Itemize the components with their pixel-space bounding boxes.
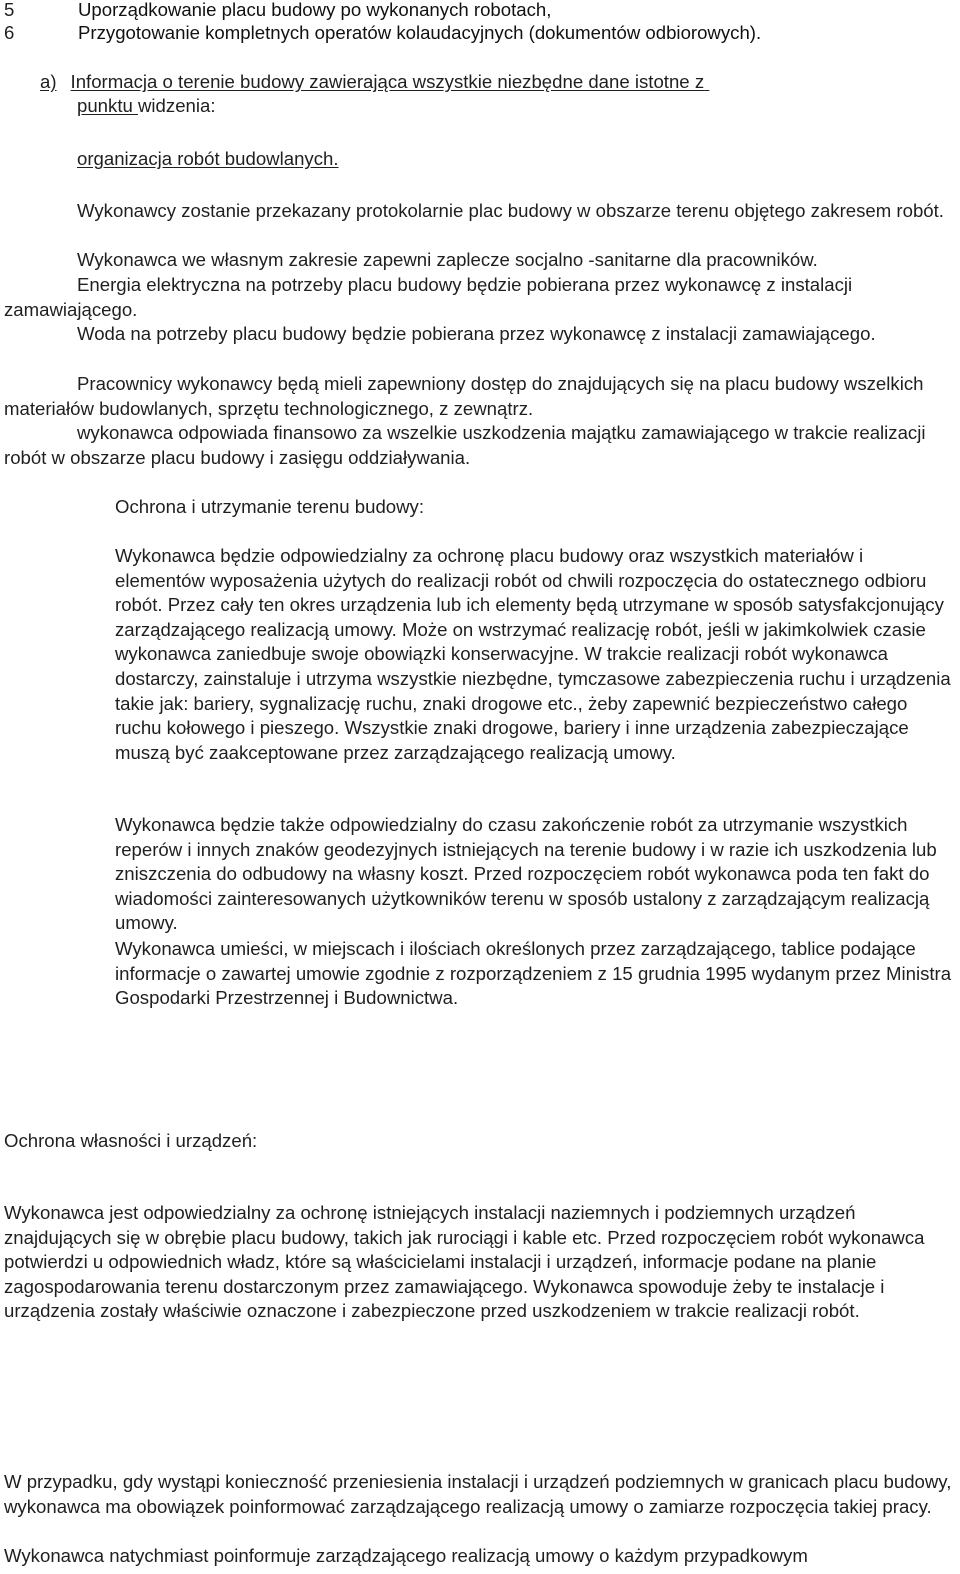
paragraph-repery: Wykonawca będzie także odpowiedzialny do czasu zakończenie robót za utrzymanie wszystkich reperów i innych znaków geodezyjnych istniejących na terenie budowy i w razie ich uszkodzenia lub zniszczenia do odbudowy na własny koszt. Przed rozpoczęciem robót wykonawca poda ten fakt do wiadomości zainteresowanych użytkowników terenu w sposób ustalony z zarządzającym realizacją umowy. <box>115 814 937 934</box>
paragraph-energia: Energia elektryczna na potrzeby placu budowy będzie pobierana przez wykonawcę z instalacji zamawiającego. <box>4 274 853 320</box>
paragraph-zaplecze: Wykonawca we własnym zakresie zapewni zaplecze socjalno -sanitarne dla pracowników. <box>77 249 818 270</box>
paragraph-ochrona-placu: Wykonawca będzie odpowiedzialny za ochronę placu budowy oraz wszystkich materiałów i elementów wyposażenia użytych do realizacji robót od chwili rozpoczęcia do ostatecznego odbioru robót. Przez cały ten okres urządzenia lub ich elementy będą utrzymane w sposób satysfakcjonujący zarządzającego realizacją umowy. Może on wstrzymać realizację robót, jeśli w jakimkolwiek czasie wykonawca zaniedbuje swoje obowiązki konserwacyjne. W trakcie realizacji robót wykonawca dostarczy, zainstaluje i utrzyma wszystkie niezbędne, tymczasowe zabezpieczenia ruchu i urządzenia takie jak: bariery, sygnalizację ruchu, znaki drogowe etc., żeby zapewnić bezpieczeństwo całego ruchu kołowego i pieszego. Wszystkie znaki drogowe, bariery i inne urządzenia zabezpieczające muszą być zaakceptowane przez zarządzającego realizacją umowy. <box>115 545 951 763</box>
paragraph-woda: Woda na potrzeby placu budowy będzie pobierana przez wykonawcę z instalacji zamawiającego. <box>77 323 876 344</box>
list-number: 6 <box>4 22 15 43</box>
paragraph-przekazanie: Wykonawcy zostanie przekazany protokolarnie plac budowy w obszarze terenu objętego zakresem robót. <box>77 200 944 221</box>
paragraph-instalacje: Wykonawca jest odpowiedzialny za ochronę istniejących instalacji naziemnych i podziemnych urządzeń znajdujących się w obrębie placu budowy, takich jak rurociągi i kable etc. Przed rozpoczęciem robót wykonawca potwierdzi u odpowiednich władz, które są właścicielami instalacji i urządzeń, informacje podane na planie zagospodarowania terenu dostarczonym przez zamawiającego. Wykonawca spowoduje żeby te instalacje i urządzenia zostały właściwie oznaczone i zabezpieczone przed uszkodzeniem w trakcie realizacji robót. <box>4 1202 925 1322</box>
point-a-line2 <box>77 94 216 119</box>
list-item-5 <box>4 0 551 23</box>
point-a-text-line1: Informacja o terenie budowy zawierająca wszystkie niezbędne dane istotne z <box>70 71 705 92</box>
paragraph-tablice: Wykonawca umieści, w miejscach i ilościach określonych przez zarządzającego, tablice podające informacje o zawartej umowie zgodnie z rozporządzeniem z 15 grudnia 1995 wydanym przez Ministra Gospodarki Przestrzennej i Budownictwa. <box>115 938 952 1009</box>
list-item-6 <box>4 21 761 46</box>
list-number: 5 <box>4 0 15 20</box>
paragraph-odpowiedzialnosc: wykonawca odpowiada finansowo za wszelkie uszkodzenia majątku zamawiającego w trakcie realizacji robót w obszarze placu budowy i zasięgu oddziaływania. <box>4 422 926 468</box>
list-text: Przygotowanie kompletnych operatów kolaudacyjnych (dokumentów odbiorowych). <box>78 22 762 43</box>
point-a-text-line2-rest: widzenia: <box>138 95 216 116</box>
point-a-marker: a) <box>40 71 57 92</box>
paragraph-pracownicy: Pracownicy wykonawcy będą mieli zapewniony dostęp do znajdujących się na placu budowy wszelkich materiałów budowlanych, sprzętu technologicznego, z zewnątrz. <box>4 373 924 419</box>
subheading-organizacja: organizacja robót budowlanych. <box>77 148 339 169</box>
point-a-line1 <box>40 70 709 95</box>
paragraph-przypadkowe: Wykonawca natychmiast poinformuje zarządzającego realizacją umowy o każdym przypadkowym <box>4 1545 808 1566</box>
list-text: Uporządkowanie placu budowy po wykonanych robotach, <box>78 0 552 20</box>
section-heading-ochrona-wlasnosci: Ochrona własności i urządzeń: <box>4 1130 258 1151</box>
paragraph-przeniesienie: W przypadku, gdy wystąpi konieczność przeniesienia instalacji i urządzeń podziemnych w granicach placu budowy, wykonawca ma obowiązek poinformować zarządzającego realizacją umowy o zamiarze rozpoczęcia takiej pracy. <box>4 1471 952 1517</box>
point-a-text-line2-underlined: punktu <box>77 95 138 116</box>
section-heading-ochrona-terenu: Ochrona i utrzymanie terenu budowy: <box>115 496 425 517</box>
